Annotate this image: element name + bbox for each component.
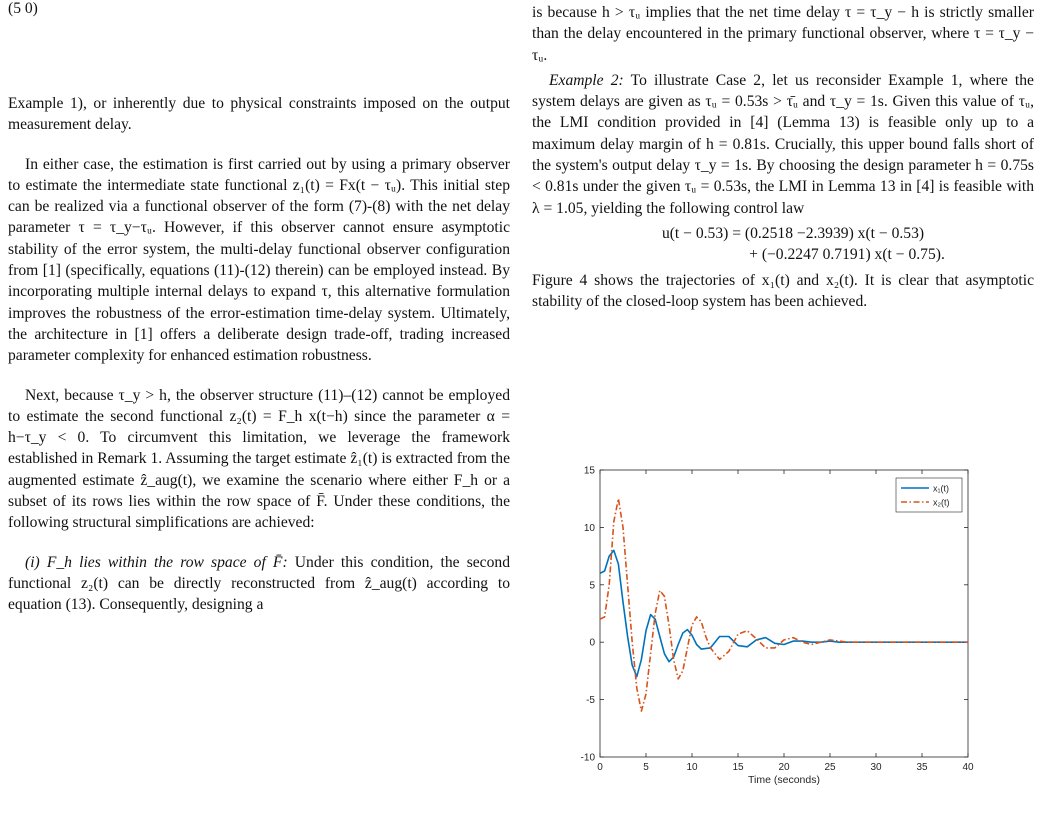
condition-lead: (i) F_h lies within the row space of F̄:: [25, 553, 288, 571]
legend-box: [896, 478, 962, 512]
x-tick-label: 25: [824, 762, 836, 773]
y-tick-label: 0: [589, 637, 595, 649]
left-paragraph-1: Example 1), or inherently due to physical constraints imposed on the output measurement delay.: [8, 95, 510, 134]
y-tick-label: -5: [586, 695, 595, 707]
x-tick-label: 20: [778, 762, 790, 773]
y-tick-label: 15: [583, 465, 595, 477]
example-2-paragraph: [532, 70, 1034, 219]
y-tick-label: 5: [589, 580, 595, 592]
left-paragraph-3: Next, because τ_y > h, the observer structure (11)–(12) cannot be employed to estimate the second functional z₂(t) = F_h x(t−h) since the parameter α = h−τ_y < 0. To circumvent this limitation, we leverage the framework established in Remark 1. Assuming the target estimate ẑ₁(t) is extracted from the augmented estimate ẑ_aug(t), we examine the scenario where either F_h or a subset of its rows lies within the row space of F̄. Under these conditions, the following structural simplifications are achieved:: [8, 386, 510, 532]
legend-label-1: x₁(t): [933, 483, 950, 494]
x-axis-label: Time (seconds): [748, 774, 820, 786]
condition-body: Under this condition, the second functional z₂(t) can be directly reconstructed from ẑ_aug(t) according to equation (13). Consequently, designing a: [8, 553, 510, 614]
top-fragment: (5 0): [8, 0, 38, 17]
example-2-label: Example 2:: [549, 71, 624, 89]
x-tick-label: 30: [870, 762, 882, 773]
left-paragraph-2: In either case, the estimation is first carried out by using a primary observer to estimate the intermediate state functional z₁(t) = Fx(t − τᵤ). This initial step can be realized via a functional observer of the form (7)-(8) with the net delay parameter τ = τ_y−τᵤ. However, if this observer cannot ensure asymptotic stability of the error system, the multi-delay functional observer configuration from [1] (specifically, equations (11)-(12) therein) can be employed instead. By incorporating multiple internal delays to expand τ, this alternative formulation improves the robustness of the error-estimation time-delay system. Ultimately, the architecture in [1] offers a deliberate design trade-off, trading increased parameter complexity for enhanced estimation robustness.: [8, 155, 510, 365]
y-tick-label: -10: [580, 752, 595, 764]
legend: [896, 478, 962, 512]
example-2-body: To illustrate Case 2, let us reconsider Example 1, where the system delays are given as τᵤ = 0.53s > τ̄ᵤ and τ_y = 1s. Given this value of τᵤ, the LMI condition provided in [4] (Lemma 13) is feasible only up to a maximum delay margin of h = 0.81s. Crucially, this upper bound falls short of the system's output delay τ_y = 1s. By choosing the design parameter h = 0.75s < 0.81s under the given τᵤ = 0.53s, the LMI in Lemma 13 in [4] is feasible with λ = 1.05, yielding the following control law: [532, 71, 1034, 217]
trajectory-chart: [560, 460, 1000, 790]
x-tick-label: 15: [732, 762, 744, 773]
y-tick-label: 10: [583, 522, 595, 534]
control-law-eq-line-2: + (−0.2247 0.7191) x(t − 0.75).: [749, 246, 945, 264]
plot-area: [600, 470, 968, 757]
control-law-eq-line-1: u(t − 0.53) = (0.2518 −2.3939) x(t − 0.53): [661, 224, 925, 242]
legend-label-2: x₂(t): [933, 497, 950, 508]
right-paragraph-1: is because h > τᵤ implies that the net time delay τ = τ_y − h is strictly smaller than the delay encountered in the primary functional observer, where τ = τ_y − τᵤ.: [532, 4, 1034, 64]
x-tick-label: 0: [597, 762, 603, 773]
x-tick-label: 10: [686, 762, 698, 773]
x-tick-label: 35: [916, 762, 928, 773]
left-column: [8, 93, 510, 616]
x-tick-label: 5: [643, 762, 649, 773]
x-tick-label: 40: [962, 762, 974, 773]
right-paragraph-3: Figure 4 shows the trajectories of x₁(t) and x₂(t). It is clear that asymptotic stability of the closed-loop system has been achieved.: [532, 271, 1034, 310]
right-column: [532, 2, 1034, 312]
left-paragraph-4: [8, 552, 510, 616]
